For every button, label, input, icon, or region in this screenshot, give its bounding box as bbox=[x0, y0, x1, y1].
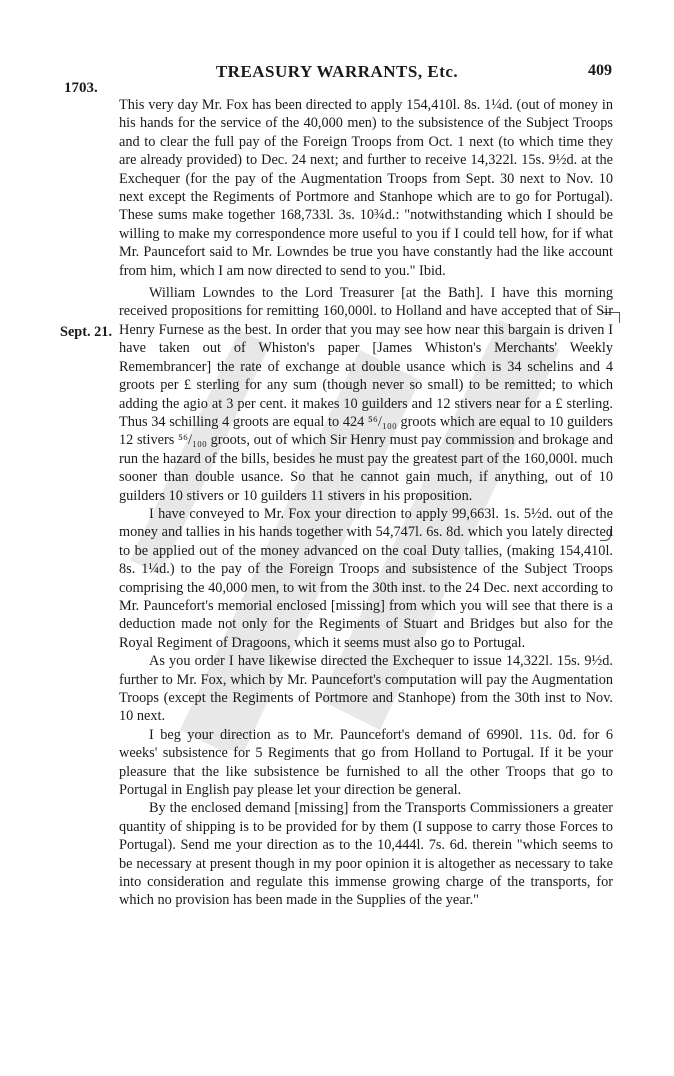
header-year: 1703. bbox=[64, 80, 98, 96]
paragraph-exchequer-issue: As you order I have likewise directed the Exchequer to issue 14,322l. 15s. 9½d. further to Mr. Fox, which by Mr. Pauncefort's computation will pay the Augmentation Troops (except the Regiments of Portmore and Stanhope) from the 30th inst to Nov. 10 next. bbox=[119, 653, 613, 725]
paragraph-pauncefort-demand: I beg your direction as to Mr. Pauncefort's demand of 6990l. 11s. 0d. for 6 weeks' subsistence for 5 Regiments that go from Holland to Portugal. If it be your pleasure that the like subsistence be furnished to all the other Troops that go to Portugal in English pay please let your direction be general. bbox=[119, 726, 613, 799]
paragraph-fox-instructions: This very day Mr. Fox has been directed to apply 154,410l. 8s. 1¼d. (out of money in his hands for the service of the 40,000 men) to the subsistence of the Subject Troops and to clear the full pay of the Foreign Troops from Oct. 1 next (to which time they are already provided) to Dec. 24 next; and further to receive 14,322l. 15s. 9½d. at the Exchequer (for the pay of the Augmentation Troops from Sept. 30 next to Nov. 10 next except the Regiments of Portmore and Stanhope which are to go for Portugal). These sums make together 168,733l. 3s. 10¾d.: "notwithstanding which I should be willing to make my correspondence more useful to you if I could tell how, for if what Mr. Pauncefort said to Mr. Lowndes be true you have constantly had the like account from him, which I am now directed to send to you." Ibid. bbox=[119, 97, 613, 279]
document-body bbox=[119, 96, 613, 910]
paragraph-transports: By the enclosed demand [missing] from the Transports Commissioners a greater quantity of shipping is to be provided for by them (I suppose to carry those Forces to Portugal). Send me your direction as to the 10,444l. 7s. 6d. therein "which seems to be necessary at present though in my poor opinion it is altogether as necessary to take into consideration and regulate this immense growing charge of the transports, for which no provision has been made in the Supplies of the year." bbox=[119, 800, 613, 909]
page-number: 409 bbox=[588, 62, 612, 79]
paragraph-lowndes-letter: William Lowndes to the Lord Treasurer [at the Bath]. I have this morning received propositions for remitting 160,000l. to Holland and have accepted that of Sir Henry Furnese as the best. In order that you may see how near this bargain is driven I have taken out of Whiston's paper [James Whiston's Merchants' Weekly Remembrancer] the rate of exchange at double usance which is 34 schelins and 4 groots per £ sterling for any sum (though never so small) to be remitted; to which adding the agio at 3 per cent. it makes 10 guilders and 12 stivers near for a £ sterling. Thus 34 schilling 4 groots are equal to 424 ⁵⁶/₁₀₀ groots which are equal to 10 guilders 12 stivers ⁵⁶/₁₀₀ groots, out of which Sir Henry must pay commission and brokage and run the hazard of the bills, besides he must pay the greatest part of the 160,000l. much sooner than double usance. So that he cannot gain much, if anything, out of 10 guilders 10 stivers or 10 guilders 11 stivers in his proposition. bbox=[119, 285, 613, 504]
header-title: TREASURY WARRANTS, Etc. bbox=[215, 62, 459, 81]
paragraph-fox-direction: I have conveyed to Mr. Fox your direction to apply 99,663l. 1s. 5½d. out of the money and tallies in his hands together with 54,747l. 6s. 8d. which you lately directed to be applied out of the money advanced on the coal Duty tallies, (making 154,410l. 8s. 1¼d.) to the pay of the Foreign Troops and subsistence of the Subject Troops comprising the 40,000 men, to wit from the 30th inst. to the 24 Dec. next according to Mr. Pauncefort's memorial enclosed [missing] from which you will see that there is a deduction made not only for the Regiments of Stuart and Bridges but also for the Royal Regiment of Dragoons, which it seems must also go to Portugal. bbox=[119, 505, 613, 651]
margin-date: Sept. 21. bbox=[60, 324, 113, 340]
